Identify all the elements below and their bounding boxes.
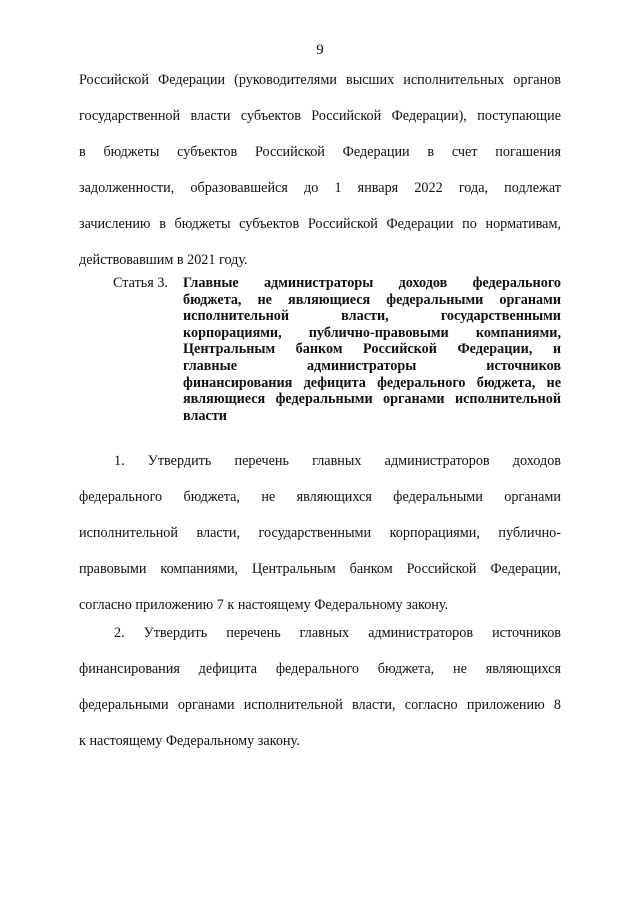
article-title-line: финансирования дефицита федерального бюджета, не — [183, 374, 561, 391]
text-line: правовыми компаниями, Центральным банком Российской Федерации, — [79, 561, 561, 577]
text-line: задолженности, образовавшейся до 1 января 2022 года, подлежат — [79, 180, 561, 196]
text-line: согласно приложению 7 к настоящему Федеральному закону. — [79, 597, 449, 613]
article-title — [183, 275, 561, 424]
text-line: федеральными органами исполнительной власти, согласно приложению 8 — [79, 697, 561, 713]
page-number: 9 — [316, 42, 324, 58]
text-line: государственной власти субъектов Российской Федерации), поступающие — [79, 108, 561, 124]
text-line: действовавшим в 2021 году. — [79, 252, 248, 268]
article-title-line: бюджета, не являющиеся федеральными органами — [183, 291, 561, 308]
article-title-line: исполнительной власти, государственными — [183, 308, 561, 325]
text-line: к настоящему Федеральному закону. — [79, 733, 300, 749]
article-title-line: главные администраторы источников — [183, 357, 561, 374]
article-title-line: корпорациями, публично-правовыми компаниями, — [183, 324, 561, 341]
text-line: исполнительной власти, государственными корпорациями, публично- — [79, 525, 561, 541]
text-line: в бюджеты субъектов Российской Федерации в счет погашения — [79, 144, 561, 160]
article-item-1 — [79, 443, 561, 623]
article-title-line: Главные администраторы доходов федерального — [183, 275, 561, 291]
article-title-line: являющиеся федеральными органами исполнительной — [183, 391, 561, 408]
article-item-2 — [79, 615, 561, 759]
text-line: зачислению в бюджеты субъектов Российской Федерации по нормативам, — [79, 216, 561, 232]
text-line: финансирования дефицита федерального бюджета, не являющихся — [79, 661, 561, 677]
article-label: Статья 3. — [113, 275, 168, 291]
article-title-line: власти — [183, 407, 227, 424]
text-line: Российской Федерации (руководителями высших исполнительных органов — [79, 72, 561, 88]
text-line: 1. Утвердить перечень главных администраторов доходов — [114, 453, 561, 469]
text-line: федерального бюджета, не являющихся федеральными органами — [79, 489, 561, 505]
continuation-paragraph — [79, 62, 561, 278]
article-title-line: Центральным банком Российской Федерации, и — [183, 341, 561, 358]
text-line: 2. Утвердить перечень главных администраторов источников — [114, 625, 561, 641]
